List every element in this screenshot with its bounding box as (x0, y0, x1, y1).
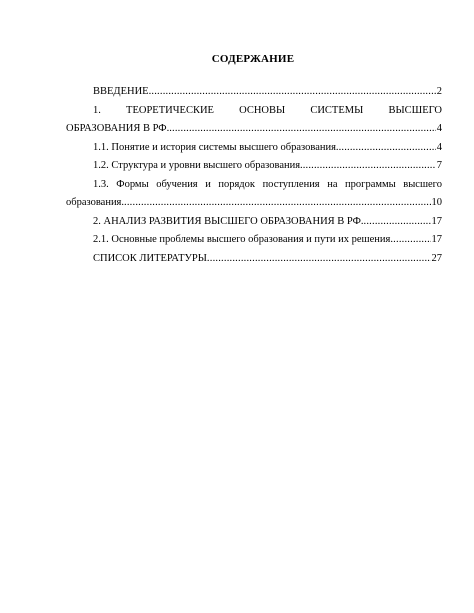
toc-word: Формы (116, 178, 149, 190)
toc-word: на (327, 178, 338, 190)
toc-entry-label: образования. (66, 197, 125, 208)
toc-entry-section-2-1 (66, 231, 442, 250)
toc-word: 1.3. (93, 178, 109, 190)
toc-entry-label: ВВЕДЕНИЕ (93, 86, 149, 97)
toc-entry-chapter-2 (66, 213, 442, 232)
toc-entry-section-1-3 (66, 176, 442, 213)
toc-word: поступления (262, 178, 320, 190)
toc-word: 1. (93, 104, 101, 116)
toc-page-number: 17 (431, 215, 442, 227)
table-of-contents (66, 83, 442, 268)
toc-entry-references (66, 250, 442, 269)
toc-leader-dots (364, 213, 431, 232)
toc-entry-introduction (66, 83, 442, 102)
toc-word: ТЕОРЕТИЧЕСКИЕ (126, 104, 214, 116)
toc-entry-label: 1.2. Структура и уровни высшего образования. (93, 160, 303, 171)
toc-word: высшего (403, 178, 442, 190)
toc-leader-dots (124, 194, 430, 213)
toc-word: ВЫСШЕГО (388, 104, 442, 116)
toc-page-number: 7 (436, 160, 442, 171)
toc-word: порядок (218, 178, 256, 190)
toc-entry-label: ОБРАЗОВАНИЯ В РФ. (66, 123, 170, 134)
page-title: СОДЕРЖАНИЕ (211, 53, 295, 65)
toc-word: программы (345, 178, 396, 190)
toc-leader-dots (149, 83, 436, 102)
toc-entry-justified-line (66, 176, 442, 195)
toc-leader-dots (207, 250, 431, 269)
toc-entry-section-1-1 (66, 139, 442, 158)
toc-entry-section-1-2 (66, 157, 442, 176)
toc-entry-label: 2. АНАЛИЗ РАЗВИТИЯ ВЫСШЕГО ОБРАЗОВАНИЯ В РФ. (93, 215, 364, 227)
toc-leader-dots (390, 231, 430, 250)
toc-entry-label: 1.1. Понятие и история системы высшего образования. (93, 141, 339, 153)
toc-page-number: 17 (431, 234, 442, 245)
toc-entry-label: СПИСОК ЛИТЕРАТУРЫ (93, 252, 207, 264)
toc-word: обучения (156, 178, 198, 190)
toc-word: СИСТЕМЫ (310, 104, 364, 116)
toc-entry-continuation (66, 194, 442, 213)
toc-page-number: 4 (436, 141, 442, 153)
toc-entry-chapter-1 (66, 102, 442, 139)
toc-leader-dots (339, 139, 436, 158)
toc-entry-continuation (66, 120, 442, 139)
toc-entry-justified-line (66, 102, 442, 121)
toc-word: ОСНОВЫ (239, 104, 286, 116)
toc-leader-dots (169, 120, 436, 139)
toc-page-number: 4 (436, 123, 442, 134)
toc-word: и (205, 178, 211, 190)
toc-page-number: 10 (431, 197, 442, 208)
toc-leader-dots (303, 157, 436, 176)
toc-page-number: 2 (436, 86, 442, 97)
toc-page-number: 27 (431, 252, 442, 264)
toc-entry-label: 2.1. Основные проблемы высшего образования и пути их решения (93, 234, 391, 245)
